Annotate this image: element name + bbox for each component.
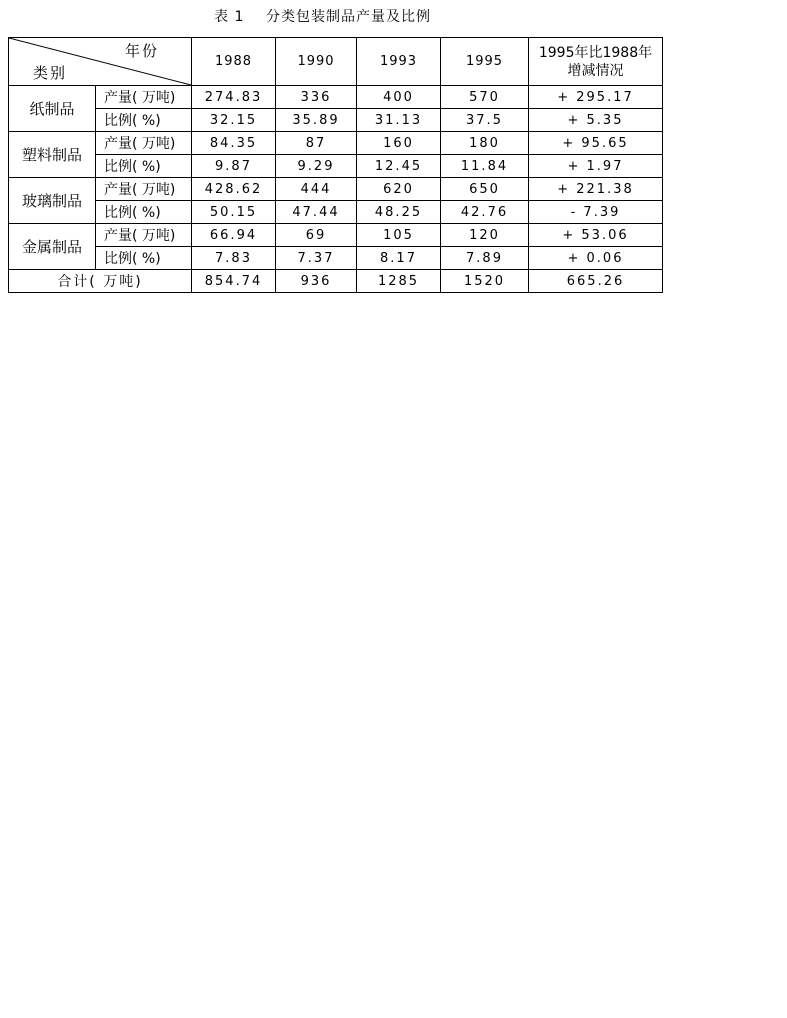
data-cell: 87 [276,132,357,155]
table-row [9,178,663,201]
data-cell: 9.29 [276,155,357,178]
data-cell: 105 [357,224,441,247]
total-cell: 854.74 [192,270,276,293]
data-cell: 47.44 [276,201,357,224]
data-cell: 31.13 [357,109,441,132]
data-cell: 336 [276,86,357,109]
packaging-output-table [8,37,663,293]
table-number: 表 1 [214,9,245,25]
total-cell: 1285 [357,270,441,293]
data-cell: 444 [276,178,357,201]
data-cell: 428.62 [192,178,276,201]
category-cell: 纸制品 [9,86,96,132]
data-cell: 160 [357,132,441,155]
data-cell: 84.35 [192,132,276,155]
change-header-line2: 增减情况 [567,62,624,79]
data-cell: 32.15 [192,109,276,132]
data-cell: 9.87 [192,155,276,178]
data-cell: 570 [441,86,529,109]
data-cell: 400 [357,86,441,109]
metric-label: 产量( 万吨) [96,178,192,201]
data-cell: 620 [357,178,441,201]
change-cell: + 295.17 [529,86,663,109]
data-cell: 274.83 [192,86,276,109]
total-row [9,270,663,293]
year-header: 1995 [441,38,529,86]
category-cell: 玻璃制品 [9,178,96,224]
data-cell: 12.45 [357,155,441,178]
metric-label: 比例( %) [96,109,192,132]
year-header: 1990 [276,38,357,86]
data-cell: 66.94 [192,224,276,247]
header-row [9,38,663,86]
data-cell: 50.15 [192,201,276,224]
data-cell: 120 [441,224,529,247]
change-cell: + 221.38 [529,178,663,201]
corner-year-label: 年份 [124,42,159,60]
change-cell: + 1.97 [529,155,663,178]
total-cell: 1520 [441,270,529,293]
data-cell: 11.84 [441,155,529,178]
metric-label: 产量( 万吨) [96,86,192,109]
data-cell: 180 [441,132,529,155]
table-row [9,224,663,247]
table-row [9,247,663,270]
change-cell: - 7.39 [529,201,663,224]
total-change-cell: 665.26 [529,270,663,293]
change-cell: + 53.06 [529,224,663,247]
table-row [9,132,663,155]
table-row [9,86,663,109]
category-cell: 金属制品 [9,224,96,270]
metric-label: 比例( %) [96,247,192,270]
total-cell: 936 [276,270,357,293]
data-cell: 69 [276,224,357,247]
data-cell: 7.83 [192,247,276,270]
metric-label: 产量( 万吨) [96,224,192,247]
data-cell: 8.17 [357,247,441,270]
data-cell: 35.89 [276,109,357,132]
corner-header-cell [9,38,192,86]
metric-label: 产量( 万吨) [96,132,192,155]
table-title: 分类包装制品产量及比例 [266,9,431,25]
table-row [9,155,663,178]
data-cell: 7.89 [441,247,529,270]
total-label: 合计( 万吨) [9,270,192,293]
year-header: 1993 [357,38,441,86]
category-cell: 塑料制品 [9,132,96,178]
data-cell: 650 [441,178,529,201]
data-cell: 37.5 [441,109,529,132]
year-header: 1988 [192,38,276,86]
metric-label: 比例( %) [96,201,192,224]
data-cell: 48.25 [357,201,441,224]
change-header-line1: 1995年比1988年 [538,44,653,61]
change-cell: + 5.35 [529,109,663,132]
change-header [529,38,663,86]
data-cell: 7.37 [276,247,357,270]
change-cell: + 0.06 [529,247,663,270]
table-caption [214,6,431,26]
corner-category-label: 类别 [33,64,68,82]
change-cell: + 95.65 [529,132,663,155]
table-row [9,201,663,224]
table-row [9,109,663,132]
metric-label: 比例( %) [96,155,192,178]
data-cell: 42.76 [441,201,529,224]
